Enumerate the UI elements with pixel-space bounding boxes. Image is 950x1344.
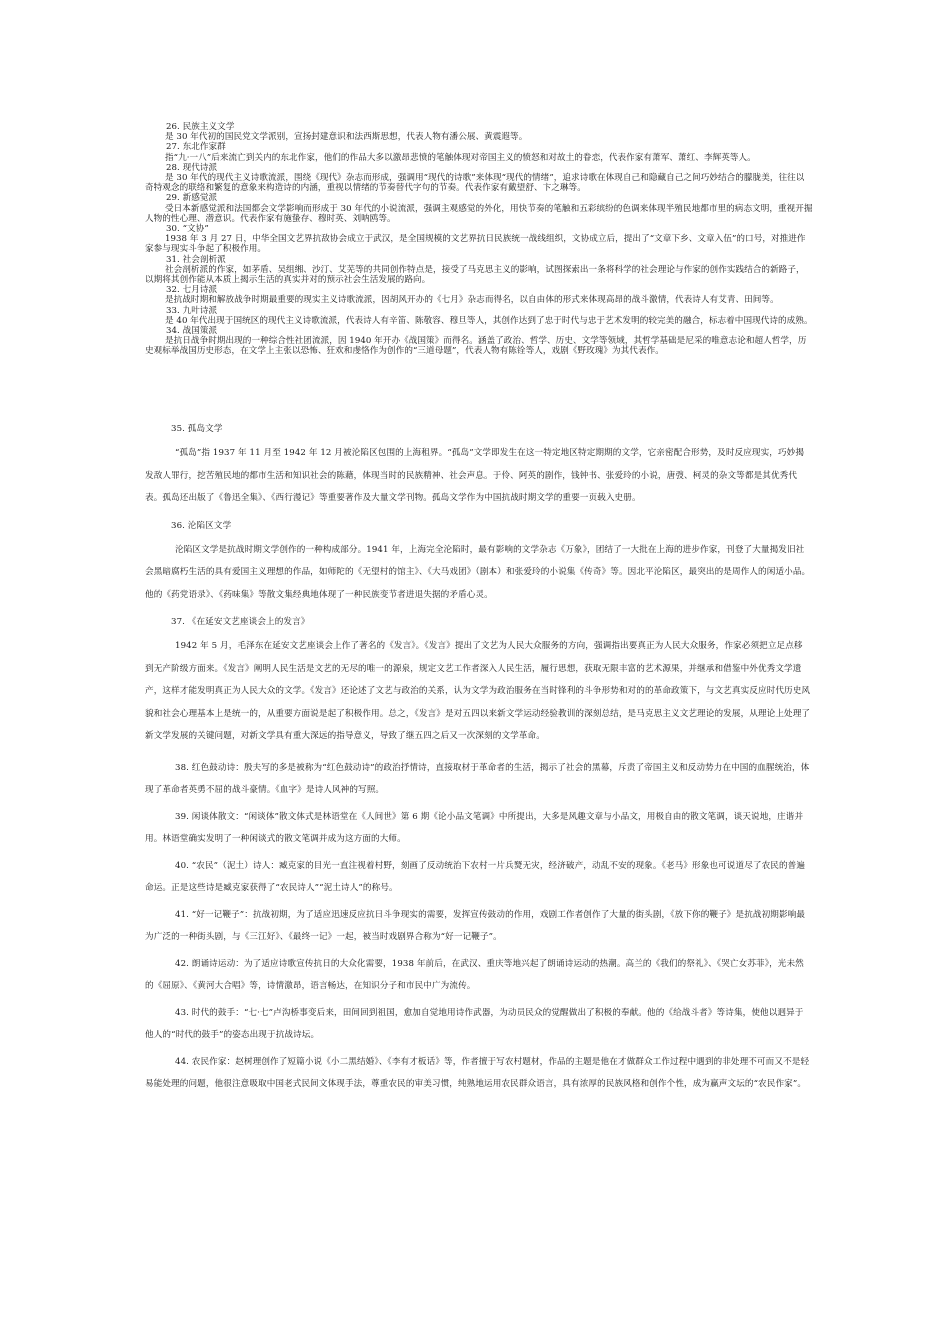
entry-28 [145, 163, 813, 194]
numbered-paragraph: 41. “好一记鞭子”：抗战初期，为了适应迅速反应抗日斗争现实的需要，发挥宣传鼓动的作用，戏剧工作者创作了大量的街头剧，《放下你的鞭子》是抗战初期影响最为广泛的一种街头剧，与《三江好》、《最终一记》一起，被当时戏剧界合称为“好一记鞭子”。 [145, 909, 806, 942]
entry-30 [145, 224, 813, 255]
entry-body: 1938 年 3 月 27 日，中华全国文艺界抗敌协会成立于武汉，是全国规模的文艺界抗日民族统一战线组织，文协成立后，提出了“文章下乡、文章入伍”的口号，对推进作家参与现实斗争起了积极作用。 [145, 234, 806, 255]
entry-body: 是 30 年代的现代主义诗歌流派，围绕《现代》杂志而形成，强调用“现代的诗歌”来体现“现代的情绪”，追求诗歌在体现自己和隐藏自己之间巧妙结合的朦胧美，往往以奇特观念的联络和繁复的意象来构造诗的内涵，重视以情绪的节奏替代字句的节奏。代表作家有戴望舒、卞之琳等。 [145, 173, 805, 194]
section-heading: 35. 孤岛文学 [171, 424, 223, 434]
entry-body: 受日本新感觉派和法国都会文学影响而形成于 30 年代的小说流派，强调主观感觉的外化，用快节奏的笔触和五彩缤纷的色调来体现半殖民地都市里的病态文明，重视开掘人物的性心理、潜意识。代表作家有施蛰存、穆时英、刘呐鸥等。 [145, 203, 813, 224]
numbered-paragraph: 42. 朗诵诗运动：为了适应诗歌宣传抗日的大众化需要，1938 年前后，在武汉、重庆等地兴起了朗诵诗运动的热潮。高兰的《我们的祭礼》、《哭亡女苏菲》，光未然的《屈原》、《黄河大合唱》等，诗情激昂，语言畅达，在知识分子和市民中广为流传。 [145, 958, 804, 991]
entry-body: 是抗日战争时期出现的一种综合性社团流派，因 1940 年开办《战国策》而得名。涵盖了政治、哲学、历史、文学等领域，其哲学基础是尼采的唯意志论和超人哲学，历史观标举战国历史形态，在文学上主张以恐怖、狂欢和虔恪作为创作的“三道母题”，代表人物有陈铨等人，戏剧《野玫瑰》为其代表作。 [145, 336, 807, 357]
entry-body: 指“九·一八”后来流亡到关内的东北作家，他们的作品大多以激昂悲愤的笔触体现对帝国主义的愤怒和对故土的眷恋，代表作家有萧军、萧红、李辉英等人。 [165, 152, 756, 163]
entry-heading: 34. 战国策派 [166, 326, 218, 337]
entry-heading: 33. 九叶诗派 [166, 305, 218, 316]
section-paragraph: “孤岛”指 1937 年 11 月至 1942 年 12 月被沦陷区包围的上海租界。“孤岛”文学即发生在这一特定地区特定期期的文学，它亲密配合形势，及时反应现实，巧妙揭发敌人罪行，挖苦殖民地的都市生活和知识社会的陈藉，体现当时的民族精神、社会声息。于伶、阿英的剧作，钱钟书、张爱玲的小说，唐弢、柯灵的杂文等都是其优秀代表。孤岛还出版了《鲁迅全集》、《西行漫记》等重要著作及大量文学刊物。孤岛文学作为中国抗战时期文学的重要一页载入史册。 [145, 448, 805, 503]
entry-heading: 30. “文协” [166, 224, 209, 235]
entry-27 [145, 142, 813, 162]
entry-body: 是抗战时期和解放战争时期最重要的现实主义诗歌流派，因胡风开办的《七月》杂志而得名，以自由体的形式来体现高昂的战斗激情，代表诗人有艾青、田间等。 [165, 295, 779, 306]
entry-34 [145, 326, 813, 357]
entry-body: 是 30 年代初的国民党文学派别，宣扬封建意识和法西斯思想，代表人物有潘公展、黄震遐等。 [165, 132, 528, 143]
numbered-paragraph: 38. 红色鼓动诗：殷夫写的多是被称为“红色鼓动诗”的政治抒情诗，直接取材于革命者的生活，揭示了社会的黑幕，斥责了帝国主义和反动势力在中国的血腥统治，体现了革命者英勇不屈的战斗豪情。《血字》是诗人风神的写照。 [145, 762, 810, 795]
entry-heading: 28. 现代诗派 [166, 162, 218, 173]
entry-heading: 32. 七月诗派 [166, 285, 218, 296]
numbered-paragraph: 43. 时代的鼓手：“七·七”卢沟桥事变后来，田间回到祖国，愈加自觉地用诗作武器，为动员民众的觉醒做出了积极的奉献。他的《给战斗者》等诗集，使他以迥异于他人的“时代的鼓手”的姿态出现于抗战诗坛。 [145, 1007, 804, 1040]
entry-heading: 29. 新感觉派 [166, 193, 218, 204]
section-heading: 36. 沦陷区文学 [171, 520, 232, 531]
numbered-paragraph: 44. 农民作家：赵树理创作了短篇小说《小二黑结婚》、《李有才板话》等，作者擅于写农村题材，作品的主题是他在才做群众工作过程中遇到的非处理不可而又不是轻易能处理的问题，他很注意吸取中国老式民间文体现手法，尊重农民的审美习惯，纯熟地运用农民群众语言，具有浓厚的民族风格和创作个性，成为赢声文坛的“农民作家”。 [145, 1056, 810, 1089]
section-paragraph: 1942 年 5 月，毛泽东在延安文艺座谈会上作了著名的《发言》。《发言》提出了文艺为人民大众服务的方向，强调指出要真正为人民大众服务，作家必须把立足点移到无产阶级方面来。《发言》阐明人民生活是文艺的无尽的唯一的源泉，规定文艺工作者深入人民生活，履行思想，获取无限丰富的艺术源果，并继承和借鉴中外优秀文学遗产，这样才能发明真正为人民大众的文学。《发言》还论述了文艺与政治的关系，认为文学为政治服务在当时锋利的斗争形势和对的的革命政策下，与文艺真实反应时代历史风貌和社会心理基本上是统一的，从重要方面说是起了积极作用。总之，《发言》是对五四以来新文学运动经验教训的深刻总结，是马克思主义文艺理论的发展，从理论上处理了新文学发展的关键问题，对新文学具有重大深远的指导意义，导致了继五四之后又一次深刻的文学革命。 [145, 641, 811, 741]
entry-heading: 31. 社会剖析派 [166, 254, 226, 265]
entry-26 [145, 122, 813, 142]
numbered-paragraph: 39. 闲谈体散文：“闲谈体”散文体式是林语堂在《人间世》第 6 期《论小品文笔调》中所提出，大多是风趣文章与小品文，用极自由的散文笔调，谈天说地，庄谐并用。林语堂确实发明了一种闲谈式的散文笔调并成为这方面的大师。 [145, 811, 804, 844]
section-paragraph: 沦陷区文学是抗战时期文学创作的一种构成部分。1941 年，上海完全沦陷时，最有影响的文学杂志《万象》，团结了一大批在上海的进步作家，刊登了大量揭发旧社会黑暗腐朽生活的具有爱国主义理想的作品，如师陀的《无望村的馆主》、《大马戏团》（剧本）和张爱玲的小说集《传奇》等。因北平沦陷区，最突出的是周作人的闲适小品。他的《药党语录》、《药味集》等散文集经典地体现了一种民族变节者进退失据的矛盾心灵。 [145, 544, 811, 600]
wide-section [145, 417, 811, 1100]
entry-32 [145, 285, 813, 305]
entry-heading: 27. 东北作家群 [166, 142, 226, 153]
entry-body: 是 40 年代出现于国统区的现代主义诗歌流派，代表诗人有辛笛、陈敬容、穆旦等人，其创作达到了忠于时代与忠于艺术发明的较完美的融合，标志着中国现代诗的成熟。 [165, 315, 813, 326]
entry-heading: 26. 民族主义文学 [166, 122, 235, 132]
entry-29 [145, 193, 813, 224]
numbered-paragraph: 40. “农民”（泥土）诗人：臧克家的目光一直注视着村野，刻画了反动统治下农村一片兵燹无灾，经济破产，动乱不安的现象。《老马》形象也可说道尽了农民的普遍命运。正是这些诗是臧克家获得了“农民诗人”“泥土诗人”的称号。 [145, 860, 806, 893]
entry-33 [145, 306, 813, 326]
compact-section [145, 122, 813, 357]
section-heading: 37. 《在延安文艺座谈会上的发言》 [171, 617, 310, 627]
entry-31 [145, 255, 813, 286]
entry-body: 社会剖析派的作家，如茅盾、吴组缃、沙汀、艾芜等的共同创作特点是，接受了马克思主义的影响，试图探索出一条将科学的社会理论与作家的创作实践结合的新路子，以期将其创作能从本质上揭示生活的真实并对的预示社会生活发展的路向。 [145, 264, 805, 286]
